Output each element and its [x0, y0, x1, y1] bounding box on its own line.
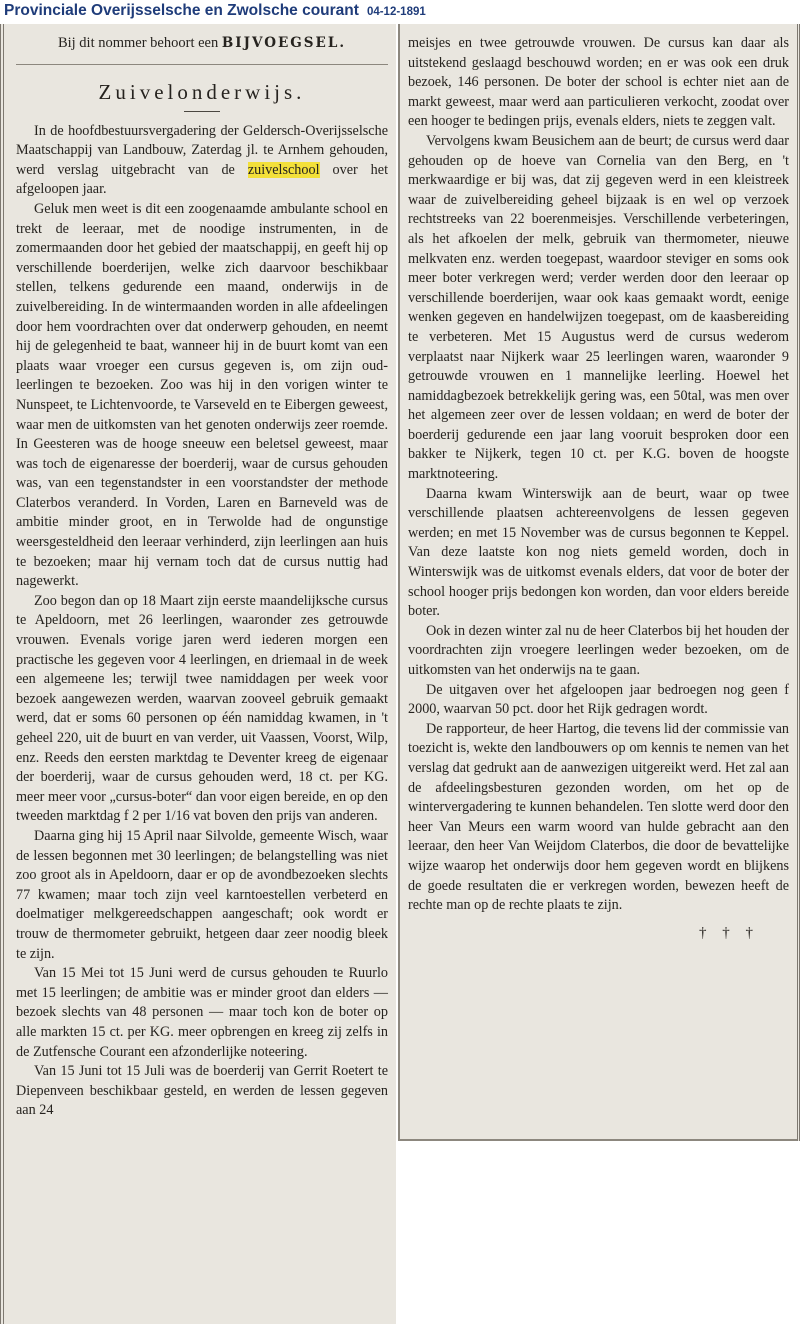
intro-text-end: over het afgeloopen jaar.: [16, 161, 389, 198]
notice-bold-word: BIJVOEGSEL.: [221, 35, 347, 51]
article-paragraph: Van 15 Juni tot 15 Juli was de boerderij van Gerrit Roetert te Diepenveen beschikbaar gesteld, en werden de lessen gegeven aan 24: [16, 1063, 388, 1119]
article-paragraph: Van 15 Mei tot 15 Juni werd de cursus gehouden te Ruurlo met 15 leerlingen; de ambitie was er minder groot dan elders — bezoek slechts van 48 personen — maar toch kon de boter op alle markten 15 ct. per KG. meer opbrengen en kreeg zij zelfs in de Zutfensche Courant een afzonderlijke noteering.: [16, 965, 388, 1060]
notice-text: Bij dit nommer behoort een: [57, 35, 219, 51]
article-paragraph: De uitgaven over het afgeloopen jaar bedroegen nog geen f 2000, waarvan 50 pct. door het Rijk gedragen wordt.: [408, 681, 789, 718]
article-paragraph-intro: [16, 122, 388, 200]
article-paragraph: Vervolgens kwam Beusichem aan de beurt; de cursus werd daar gehouden op de hoeve van Cornelia van den Berg, en 't merkwaardige er bij was, dat zij gegeven werd in een kleistreek waar de zuivelbereiding geheel bijzaak is en wel op verzoek rechtstreeks van 22 boerenmeisjes. Verschillende verbeteringen, als het afkoelen der melk, gebruik van thermometer, nieuwe melkvaten enz. werden toegepast, waardoor steviger en soms ook meer boter verkregen werd; verder werden door den leeraar op verschillende boerderijen, waar ook kaas gemaakt wordt, eenige wenken gegeven en handelwijzen toegepast, om de kaasbereiding te verbeteren. Met 15 Augustus werd de cursus wederom verplaatst naar Nijkerk waar 25 leerlingen waren, waaronder 9 getrouwde vrouwen en 1 mannelijke leerling. Hoewel het namiddagbezoek betrekkelijk gering was, een 50tal, was men over het algemeen zeer over de lessen voldaan; en werd de boter der boerderij gedurende een jaar lang vooruit besproken door een bakker te Nijkerk, tegen 10 ct. per K.G. boven de hoogste marktnoteering.: [408, 132, 789, 483]
search-hit-highlight[interactable]: zuivelschool: [247, 161, 320, 178]
article-paragraph: Daarna ging hij 15 April naar Silvolde, gemeente Wisch, waar de lessen begonnen met 30 leerlingen; de belangstelling was niet zoo groot als in Apeldoorn, daar er op de avondbezoeken slechts 77 kwamen; maar toch zijn veel karntoestellen verbeterd en doelmatiger melkgereedschappen aangeschaft; ook wordt er trouw de thermometer gebruikt, hetgeen daar zeer noodig bleek te zijn.: [16, 827, 388, 962]
divider-rule: [16, 64, 388, 65]
publication-date: 04-12-1891: [366, 6, 426, 18]
article-paragraph: Daarna kwam Winterswijk aan de beurt, waar op twee verschillende plaatsen achtereenvolgens de lessen gegeven werden; en met 15 November was de cursus begonnen te Keppel. Van deze laatste kon nog niets gemeld worden, doch in Winterswijk was de uitkomst evenals elders, dat voor de boter der school hooger prijs bedongen kon worden, dan voor elders bereide boter.: [408, 485, 789, 620]
article-paragraph: Zoo begon dan op 18 Maart zijn eerste maandelijksche cursus te Apeldoorn, met 26 leerlingen, waaronder zes getrouwde vrouwen. Evenals vorige jaren werd iederen morgen een practische les gegeven voor 4 leerlingen, en driemaal in de week een algemeene les; terwijl twee namiddagen per week voor bezoek aangewezen werden, waarvan zooveel gebruik gemaakt werd, dat er soms 60 personen op één namiddag kwamen, in 't geheel 220, uit de buurt en van verder, uit Vaassen, Voorst, Wilp, enz. Reeds den eersten marktdag te Deventer kreeg de eigenaar der boerderij, waar de cursus gehouden werd, 18 ct. per KG. meer meer voor „cursus-boter“ dan voor eigen bereide, en op den tweeden marktdag f 2 per 1/16 vat boven den prijs van anderen.: [16, 592, 388, 825]
supplement-notice: [16, 34, 388, 54]
article-paragraph: Ook in dezen winter zal nu de heer Claterbos bij het houden der voordrachten zijn vroegere leerlingen weder bezoeken, om de uitkomsten van het onderwijs na te gaan.: [408, 622, 789, 678]
article-headline: Zuivelonderwijs.: [98, 79, 306, 104]
article-signoff: † † †: [699, 924, 759, 941]
article-column-left: [0, 24, 396, 1324]
headline-rule: [184, 111, 220, 112]
newspaper-title[interactable]: Provinciale Overijsselsche en Zwolsche courant: [4, 2, 359, 19]
newspaper-clipping: [0, 24, 800, 1324]
article-column-right: [398, 24, 800, 1141]
viewer-header: [0, 0, 800, 22]
article-paragraph: Geluk men weet is dit een zoogenaamde ambulante school en trekt de leeraar, met de noodige instrumenten, in de zomermaanden door het gebied der maatschappij, en geeft hij op verschillende boerderijen, welke zich daarvoor beschikbaar stellen, telkens gedurende een maand, onderwijs in de zuivelbereiding. In de wintermaanden worden in alle afdeelingen door hem voordrachten over dat onderwerp gehouden, en neemt hij de gelegenheid te baat, wanneer hij in de buurt komt van een plaats waar vroeger een cursus gegeven is, om zijn oud-leerlingen te bezoeken. Zoo was hij in den vorigen winter te Nunspeet, te Lichtenvoorde, te Varseveld en te Eibergen geweest, waar men de uitkomsten van het genoten onderwijs zeer roemde. In Geesteren was de hooge sneeuw een beletsel geweest, maar was toch de eigenaresse der boerderij, waar de cursus gehouden was, van een tegenstandster in een voorstandster der methode Claterbos veranderd. In Vorden, Laren en Barneveld was de ambitie minder groot, en in Terwolde had de ongunstige weersgesteldheid den leeraar verhinderd, zijn leerlingen aan huis te bezoeken; maar hij vernam toch dat de cursus nuttig had nagewerkt.: [16, 200, 388, 590]
article-paragraph: meisjes en twee getrouwde vrouwen. De cursus kan daar als uitstekend geslaagd beschouwd worden; en er was ook een druk bezoek, 146 personen. De boter der school is echter niet aan de markt geweest, maar werd aan particulieren verkocht, zoodat over een hooger te bedingen prijs, evenals elders, niets te zeggen valt.: [408, 35, 789, 130]
intro-text: In de hoofdbestuursvergadering der Geldersch-Overijsselsche Maatschappij van Landbouw, Zaterdag jl. te Arnhem gehouden, werd verslag uitgebracht van de: [16, 122, 388, 178]
article-paragraph: De rapporteur, de heer Hartog, die tevens lid der commissie van toezicht is, wekte den landbouwers op om kennis te nemen van het verslag dat gedrukt aan de aanwezigen uitgereikt werd. Het zal aan de afdeelingsbesturen gezonden worden, om het op de wintervergadering te kunnen behandelen. Ten slotte werd door den heer Van Meurs een warm woord van hulde gebracht aan den leeraar, den heer Van Weijdom Claterbos, die door de bevattelijke wijze waarop het onderwijs door hem gegeven wordt en blijkens de goede resultaten die er verkregen worden, bewezen heeft de rechte man op de rechte plaats te zijn.: [408, 720, 789, 914]
